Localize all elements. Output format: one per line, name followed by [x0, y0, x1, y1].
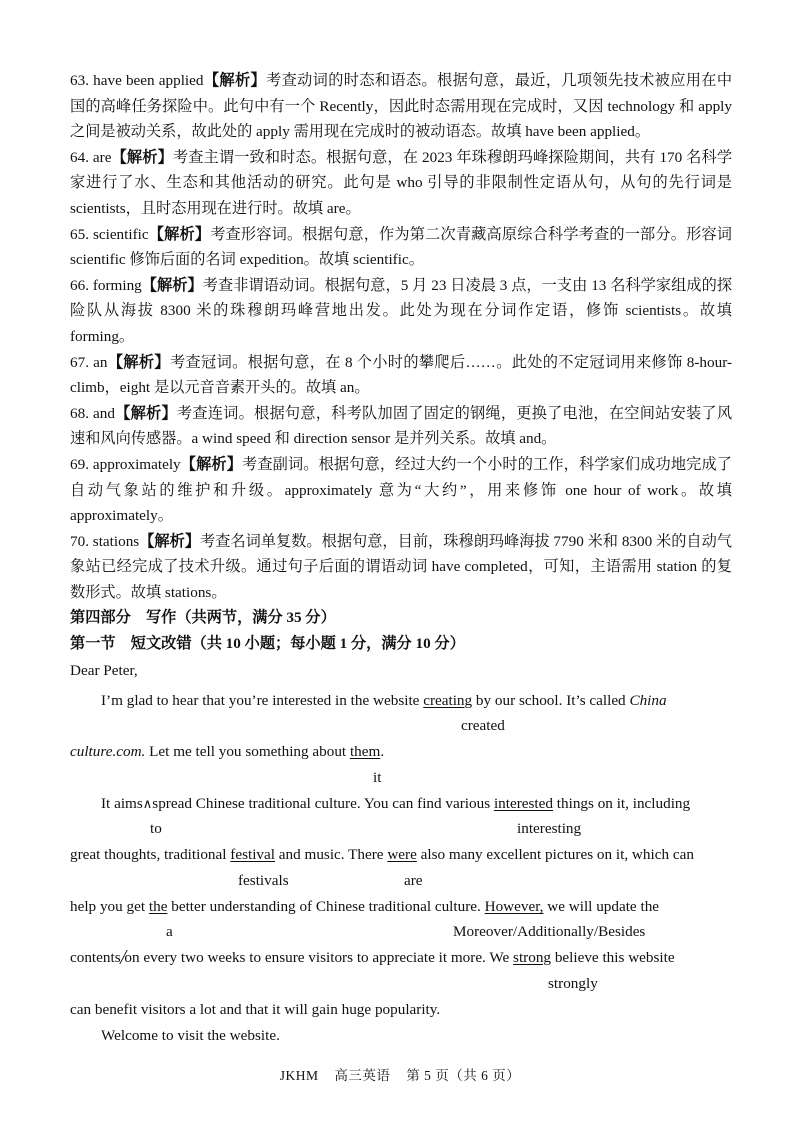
analysis-tag: 【解析】: [111, 148, 173, 166]
analysis-text: 考查主谓一致和时态。根据句意，在 2023 年珠穆朗玛峰探险期间，共有 170 名科学家进行了水、生态和其他活动的研究。此句是 who 引导的非限制性定语从句，从句的先行词是 scientists，且时态用现在进行时。故填 are。: [70, 148, 733, 217]
analysis-tag: 【解析】: [107, 353, 170, 371]
analysis-text: 考查动词的时态和语态。根据句意，最近，几项领先技术被应用在中国的高峰任务探险中。此句中有一个 Recently，因此时态需用现在完成时，又因 technology 和 apply 之间是被动关系，故此处的 apply 需用现在完成时的被动语态。故填 have been applied。: [70, 72, 733, 141]
answer-item: [70, 145, 732, 222]
answer-item: [70, 401, 732, 452]
answer-key: 64. are: [70, 148, 112, 166]
error-however: However,: [484, 898, 544, 916]
error-were: were: [387, 846, 417, 864]
page-footer: [0, 1064, 800, 1084]
error-strong: strong: [513, 949, 552, 967]
answer-item: [70, 529, 732, 606]
essay-line-6: contents on every two weeks to ensure visitors to appreciate it more. We strong believe this website: [70, 949, 675, 967]
footer-subject: 高三英语: [334, 1068, 391, 1083]
answer-key: 70. stations: [70, 532, 140, 550]
essay-line-5: help you get the better understanding of Chinese traditional culture. However, we will update the: [70, 898, 660, 916]
analysis-text: 考查副词。根据句意，经过大约一个小时的工作，科学家们成功地完成了自动气象站的维护和升级。approximately 意为“大约”，用来修饰 one hour of work。故填 approximately。: [70, 455, 732, 525]
answer-item: [70, 273, 732, 350]
salutation: Dear Peter,: [70, 661, 138, 679]
error-them: them: [349, 743, 381, 761]
error-interested: interested: [493, 795, 553, 813]
analysis-tag: 【解析】: [148, 225, 211, 243]
answer-key: 69. approximately: [70, 455, 181, 473]
essay-line-4: great thoughts, traditional festival and music. There were also many excellent pictures on it, which can: [70, 846, 694, 864]
correction-to: to: [150, 820, 162, 838]
footer-page: 第 5 页（共 6 页）: [406, 1068, 521, 1083]
essay-line-1: I’m glad to hear that you’re interested in the website creating by our school. It’s called China: [101, 692, 667, 710]
analysis-tag: 【解析】: [180, 455, 243, 473]
error-festival: festival: [230, 846, 275, 864]
error-creating: creating: [423, 692, 473, 710]
answer-key: 68. and: [70, 404, 115, 422]
analysis-tag: 【解析】: [141, 276, 203, 294]
answer-item: [70, 452, 732, 529]
analysis-tag: 【解析】: [139, 532, 201, 550]
part-heading: 第四部分 写作（共两节，满分 35 分）: [70, 609, 336, 627]
analysis-tag: 【解析】: [203, 72, 267, 89]
answer-item: [70, 350, 732, 401]
answer-key: 67. an: [70, 353, 108, 371]
analysis-text: 考查冠词。根据句意，在 8 个小时的攀爬后……。此处的不定冠词用来修饰 8-hour-climb，eight 是以元音音素开头的。故填 an。: [70, 353, 733, 397]
essay-line-2: culture.com. Let me tell you something about them.: [70, 743, 385, 761]
essay-line-3: It aims∧spread Chinese traditional culture. You can find various interested things on it, including: [101, 795, 691, 813]
analysis-text: 考查形容词。根据句意，作为第二次青藏高原综合科学考查的一部分。形容词 scientific 修饰后面的名词 expedition。故填 scientific。: [70, 225, 732, 269]
correction-strongly: strongly: [548, 975, 598, 993]
answer-key: 65. scientific: [70, 225, 149, 243]
analysis-text: 考查名词单复数。根据句意，目前，珠穆朗玛峰海拔 7790 米和 8300 米的自动气象站已经完成了技术升级。通过句子后面的谓语动词 have completed，可知，主语需用 station 的复数形式。故填 stations。: [70, 532, 732, 601]
essay-line-7: can benefit visitors a lot and that it will gain huge popularity.: [70, 1001, 441, 1019]
answer-list: [70, 68, 732, 605]
answer-item: [70, 68, 732, 145]
analysis-text: 考查连词。根据句意，科考队加固了固定的钢绳，更换了电池，在空间站安装了风速和风向传感器。a wind speed 和 direction sensor 是并列关系。故填 and。: [70, 404, 733, 448]
answer-page: [70, 68, 733, 1045]
deleted-on: on: [124, 949, 140, 967]
analysis-text: 考查非谓语动词。根据句意，5 月 23 日凌晨 3 点，一支由 13 名科学家组成的探险队从海拔 8300 米的珠穆朗玛峰营地出发。此处为现在分词作定语，修饰 scientists。故填 forming。: [70, 276, 733, 345]
error-the: the: [148, 898, 168, 916]
correction-it: it: [373, 769, 382, 787]
correction-moreover: Moreover/Additionally/Besides: [453, 923, 646, 941]
correction-interesting: interesting: [517, 820, 582, 838]
correction-festivals: festivals: [238, 872, 289, 890]
section-heading: 第一节 短文改错（共 10 小题；每小题 1 分，满分 10 分）: [70, 635, 465, 653]
correction-created: created: [461, 717, 505, 735]
essay-line-8: Welcome to visit the website.: [101, 1027, 280, 1045]
answer-key: 63. have been applied: [70, 72, 204, 89]
answer-item: [70, 222, 732, 273]
analysis-tag: 【解析】: [114, 404, 177, 422]
footer-code: JKHM: [279, 1068, 319, 1083]
insert-caret: ∧: [142, 797, 153, 813]
answer-key: 66. forming: [70, 276, 142, 294]
correction-are: are: [404, 872, 423, 890]
correction-a: a: [166, 923, 173, 941]
